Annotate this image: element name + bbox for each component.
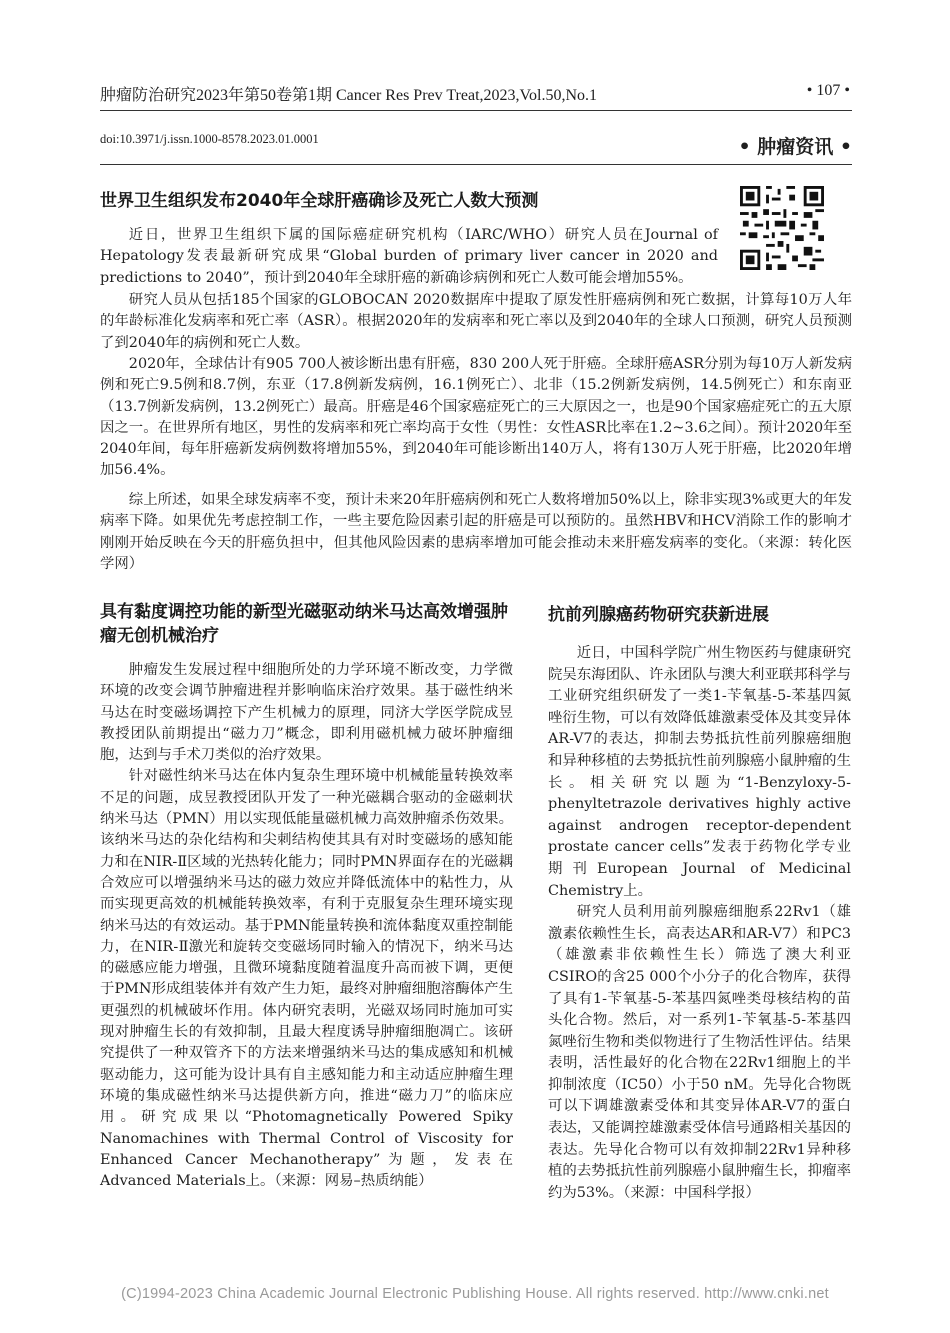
article3-paragraph-1: 近日，中国科学院广州生物医药与健康研究院吴东海团队、许永团队与澳大利亚联邦科学与工业研究组织研发了一类1-苄氧基-5-苯基四氮唑衍生物，可以有效降低雄激素受体及其变异体AR-V7的表达，抑制去势抵抗性前列腺癌细胞和异种移植的去势抵抗性前列腺癌小鼠肿瘤的生长。相关研究以题为“1-Benzyloxy-5-phenyltetrazole derivatives highly active against androgen receptor-dependent prostate cancer cells”发表于药物化学专业期刊European Journal of Medicinal Chemistry上。 (548, 645, 851, 899)
journal-info: 肿瘤防治研究2023年第50卷第1期 Cancer Res Prev Treat,2023,Vol.50,No.1 (100, 87, 598, 104)
article1-paragraph-3: 2020年，全球估计有905 700人被诊断出患有肝癌，830 200人死于肝癌。全球肝癌ASR分别为每10万人新发病例和死亡9.5例和8.7例，东亚（17.8例新发病例，16.1例死亡）、北非（15.2例新发病例，14.5例死亡）和东南亚（13.7例新发病例，13.2例死亡）最高。肝癌是46个国家癌症死亡的三大原因之一，也是90个国家癌症死亡的五大原因之一。在世界所有地区，男性的发病率和死亡率均高于女性（男性：女性ASR比率在1.2~3.6之间）。预计2020年至2040年间，每年肝癌新发病例数将增加55%，到2040年可能诊断出140万人，将有130万人死于肝癌，比2020年增加56.4%。 (100, 356, 852, 479)
article2-paragraph-1: 肿瘤发生发展过程中细胞所处的力学环境不断改变，力学微环境的改变会调节肿瘤进程并影响临床治疗效果。基于磁性纳米马达在时变磁场调控下产生机械力的原理，同济大学医学院成昱教授团队前期提出“磁力刀”概念，即利用磁机械力破坏肿瘤细胞，达到与手术刀类似的治疗效果。 (100, 662, 513, 764)
column-title: • 肿瘤资讯 • (738, 136, 852, 158)
header-rule (100, 110, 852, 111)
article2-title: 具有黏度调控功能的新型光磁驱动纳米马达高效增强肿瘤无创机械治疗 (100, 602, 508, 646)
article2-paragraph-2: 针对磁性纳米马达在体内复杂生理环境中机械能量转换效率不足的问题，成昱教授团队开发了一种光磁耦合驱动的金磁刺状纳米马达（PMN）用以实现低能量磁机械力高效肿瘤杀伤效果。该纳米马达的杂化结构和尖刺结构使其具有对时变磁场的感知能力和在NIR-Ⅱ区域的光热转化能力；同时PMN界面存在的光磁耦合效应可以增强纳米马达的磁力效应并降低流体中的粘性力，从而实现更高效的机械能转换效率，有利于克服复杂生理环境实现纳米马达的有效运动。基于PMN能量转换和流体黏度双重控制能力，在NIR-Ⅱ激光和旋转交变磁场同时输入的情况下，纳米马达的磁感应能力增强，且微环境黏度随着温度升高而被下调，更便于PMN形成组装体并有效产生力矩，最终对肿瘤细胞溶酶体产生更强烈的机械破坏作用。体内研究表明，光磁双场同时施加可实现对肿瘤生长的有效抑制，且最大程度诱导肿瘤细胞凋亡。该研究提供了一种双管齐下的方法来增强纳米马达的集成感知和机械驱动能力，这可能为设计具有自主感知能力和主动适应肿瘤生理环境的集成磁性纳米马达提供新方向，推进“磁力刀”的临床应用。研究成果以“Photomagnetically Powered Spiky Nanomachines with Thermal Control of Viscosity for Enhanced Cancer Mechanotherapy”为题，发表在Advanced Materials上。（来源：网易–热质纳能） (100, 768, 513, 1190)
article3-body (548, 643, 851, 1204)
article1-paragraph-4: 综上所述，如果全球发病率不变，预计未来20年肝癌病例和死亡人数将增加50%以上，除非实现3%或更大的年发病率下降。如果优先考虑控制工作，一些主要危险因素引起的肝癌是可以预防的。虽然HBV和HCV消除工作的影响才刚刚开始反映在今天的肝癌负担中，但其他风险因素的患病率增加可能会推动未来肝癌发病率的变化。（来源：转化医学网） (100, 492, 852, 572)
doi[interactable]: doi:10.3971/j.issn.1000-8578.2023.01.0001 (100, 132, 319, 146)
article3-title: 抗前列腺癌药物研究获新进展 (548, 605, 769, 625)
article3-paragraph-2: 研究人员利用前列腺癌细胞系22Rv1（雄激素依赖性生长，高表达AR和AR-V7）和PC3（雄激素非依赖性生长）筛选了澳大利亚CSIRO的含25 000个小分子的化合物库，获得了具有1-苄氧基-5-苯基四氮唑类母核结构的苗头化合物。然后，对一系列1-苄氧基-5-苯基四氮唑衍生物和类似物进行了生物活性评估。结果表明，活性最好的化合物在22Rv1细胞上的半抑制浓度（IC50）小于50 nM。先导化合物既可以下调雄激素受体和其变异体AR-V7的蛋白表达，又能调控雄激素受体信号通路相关基因的表达。先导化合物可以有效抑制22Rv1异种移植的去势抵抗性前列腺癌小鼠肿瘤生长，抑瘤率约为53%。（来源：中国科学报） (548, 904, 851, 1201)
copyright-footer: (C)1994-2023 China Academic Journal Electronic Publishing House. All rights reserved. http://www.cnki.net (121, 1286, 829, 1302)
article1-intro: 近日，世界卫生组织下属的国际癌症研究机构（IARC/WHO）研究人员在Journal of Hepatology发表最新研究成果“Global burden of primary liver cancer in 2020 and predictions to 2040”，预计到2040年全球肝癌的新确诊病例和死亡人数可能会增加55%。 (100, 227, 718, 286)
article1-title: 世界卫生组织发布2040年全球肝癌确诊及死亡人数大预测 (100, 191, 539, 211)
qr-code-icon (740, 186, 824, 270)
column-rule (100, 164, 852, 165)
article1-paragraph-2: 研究人员从包括185个国家的GLOBOCAN 2020数据库中提取了原发性肝癌病例和死亡数据，计算每10万人年的年龄标准化发病率和死亡率（ASR）。根据2020年的发病率和死亡率以及到2040年的全球人口预测，研究人员预测了到2040年的病例和死亡人数。 (100, 292, 852, 351)
page-number: • 107 • (806, 82, 850, 99)
article2-body (100, 660, 513, 1192)
